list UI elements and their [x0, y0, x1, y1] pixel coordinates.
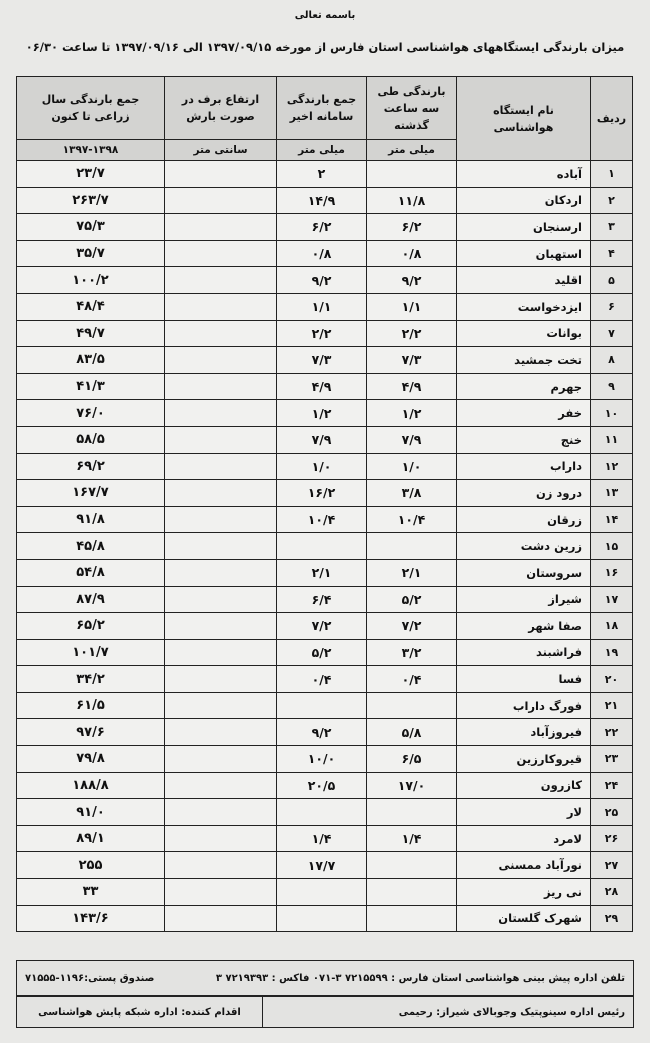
- col-station-name: نام ایستگاه هواشناسی: [457, 77, 591, 161]
- rain-3h-cell: ۵/۲: [367, 586, 457, 613]
- row-number-cell: ۱۸: [591, 613, 633, 640]
- recent-total-cell: ۱۰/۴: [277, 506, 367, 533]
- season-total-cell: ۶۹/۲: [17, 453, 165, 480]
- footer-signature-row: [16, 996, 634, 1028]
- row-number-cell: ۲۴: [591, 772, 633, 799]
- season-total-cell: ۱۴۳/۶: [17, 905, 165, 932]
- station-name-cell: شیراز: [457, 586, 591, 613]
- rain-3h-cell: ۶/۵: [367, 746, 457, 773]
- recent-total-cell: ۲/۲: [277, 320, 367, 347]
- recent-total-cell: ۱/۰: [277, 453, 367, 480]
- season-total-cell: ۴۹/۷: [17, 320, 165, 347]
- snow-height-cell: [165, 293, 277, 320]
- snow-height-cell: [165, 347, 277, 374]
- rain-3h-cell: ۱۱/۸: [367, 187, 457, 214]
- season-total-cell: ۴۵/۸: [17, 533, 165, 560]
- snow-height-cell: [165, 400, 277, 427]
- row-number-cell: ۹: [591, 373, 633, 400]
- phone-fax-text: تلفن اداره پیش بینی هواشناسی استان فارس : ۷۲۱۵۵۹۹ ۳-۰۷۱ فاکس : ۷۲۱۹۳۹۳ ۳: [215, 972, 625, 984]
- header-row: [17, 77, 633, 140]
- season-total-cell: ۲۶۳/۷: [17, 187, 165, 214]
- recent-total-cell: ۲۰/۵: [277, 772, 367, 799]
- po-box-text: صندوق پستی:۱۱۹۶-۷۱۵۵۵: [25, 972, 155, 984]
- station-name-cell: اقلید: [457, 267, 591, 294]
- station-name-cell: فورگ داراب: [457, 692, 591, 719]
- snow-height-cell: [165, 746, 277, 773]
- rain-3h-cell: [367, 692, 457, 719]
- row-number-cell: ۱: [591, 161, 633, 188]
- station-name-cell: خفر: [457, 400, 591, 427]
- recent-total-cell: ۷/۹: [277, 426, 367, 453]
- recent-total-cell: [277, 905, 367, 932]
- snow-height-cell: [165, 161, 277, 188]
- bismillah-heading: باسمه تعالی: [294, 10, 356, 21]
- recent-total-cell: ۷/۳: [277, 347, 367, 374]
- recent-total-cell: ۲/۱: [277, 559, 367, 586]
- rain-3h-cell: ۱/۱: [367, 293, 457, 320]
- row-number-cell: ۲۹: [591, 905, 633, 932]
- station-name-cell: جهرم: [457, 373, 591, 400]
- station-name-cell: نی ریز: [457, 879, 591, 906]
- prepared-by-text: اقدام کننده: اداره شبکه پایش هواشناسی: [17, 997, 263, 1027]
- snow-height-cell: [165, 559, 277, 586]
- recent-total-cell: ۹/۲: [277, 719, 367, 746]
- recent-total-cell: ۹/۲: [277, 267, 367, 294]
- station-name-cell: استهبان: [457, 240, 591, 267]
- row-number-cell: ۲۶: [591, 825, 633, 852]
- rain-3h-cell: [367, 879, 457, 906]
- snow-height-cell: [165, 240, 277, 267]
- table-row: [17, 240, 633, 267]
- rain-3h-cell: ۲/۱: [367, 559, 457, 586]
- recent-total-cell: ۱۷/۷: [277, 852, 367, 879]
- recent-total-cell: ۵/۲: [277, 639, 367, 666]
- rain-3h-cell: [367, 905, 457, 932]
- recent-total-cell: ۱۶/۲: [277, 480, 367, 507]
- snow-height-cell: [165, 373, 277, 400]
- row-number-cell: ۲۰: [591, 666, 633, 693]
- rain-3h-cell: ۵/۸: [367, 719, 457, 746]
- recent-total-cell: [277, 879, 367, 906]
- table-row: [17, 506, 633, 533]
- table-row: [17, 400, 633, 427]
- rain-3h-cell: ۳/۸: [367, 480, 457, 507]
- rain-3h-cell: ۲/۲: [367, 320, 457, 347]
- row-number-cell: ۲۲: [591, 719, 633, 746]
- snow-height-cell: [165, 506, 277, 533]
- rain-3h-cell: [367, 533, 457, 560]
- rain-3h-cell: ۶/۲: [367, 214, 457, 241]
- row-number-cell: ۲: [591, 187, 633, 214]
- table-row: [17, 347, 633, 374]
- recent-total-cell: ۰/۴: [277, 666, 367, 693]
- table-row: [17, 613, 633, 640]
- row-number-cell: ۱۵: [591, 533, 633, 560]
- season-total-cell: ۴۱/۳: [17, 373, 165, 400]
- footer-contact-row: [16, 960, 634, 996]
- season-total-cell: ۱۰۱/۷: [17, 639, 165, 666]
- station-name-cell: ارسنجان: [457, 214, 591, 241]
- snow-height-cell: [165, 852, 277, 879]
- station-name-cell: سروستان: [457, 559, 591, 586]
- snow-height-cell: [165, 799, 277, 826]
- rain-3h-cell: ۷/۲: [367, 613, 457, 640]
- season-total-cell: ۸۳/۵: [17, 347, 165, 374]
- recent-total-cell: [277, 692, 367, 719]
- unit-recent-total: میلی متر: [277, 140, 367, 161]
- snow-height-cell: [165, 586, 277, 613]
- table-row: [17, 533, 633, 560]
- rainfall-table: [16, 76, 633, 932]
- table-row: [17, 214, 633, 241]
- recent-total-cell: ۷/۲: [277, 613, 367, 640]
- station-name-cell: ایزدخواست: [457, 293, 591, 320]
- season-total-cell: ۷۶/۰: [17, 400, 165, 427]
- table-row: [17, 905, 633, 932]
- row-number-cell: ۶: [591, 293, 633, 320]
- station-name-cell: اردکان: [457, 187, 591, 214]
- snow-height-cell: [165, 480, 277, 507]
- snow-height-cell: [165, 453, 277, 480]
- season-total-cell: ۸۷/۹: [17, 586, 165, 613]
- station-name-cell: لامرد: [457, 825, 591, 852]
- recent-total-cell: ۱۴/۹: [277, 187, 367, 214]
- rain-3h-cell: ۱/۰: [367, 453, 457, 480]
- season-total-cell: ۱۰۰/۲: [17, 267, 165, 294]
- season-total-cell: ۴۸/۴: [17, 293, 165, 320]
- row-number-cell: ۵: [591, 267, 633, 294]
- rain-3h-cell: [367, 852, 457, 879]
- table-row: [17, 293, 633, 320]
- table-row: [17, 373, 633, 400]
- snow-height-cell: [165, 825, 277, 852]
- station-name-cell: لار: [457, 799, 591, 826]
- station-name-cell: فراشبند: [457, 639, 591, 666]
- table-row: [17, 799, 633, 826]
- col-season-total: جمع بارندگی سال زراعی تا کنون: [17, 77, 165, 140]
- snow-height-cell: [165, 639, 277, 666]
- snow-height-cell: [165, 666, 277, 693]
- station-name-cell: خنج: [457, 426, 591, 453]
- table-row: [17, 453, 633, 480]
- rain-3h-cell: ۱۰/۴: [367, 506, 457, 533]
- snow-height-cell: [165, 719, 277, 746]
- row-number-cell: ۷: [591, 320, 633, 347]
- row-number-cell: ۲۸: [591, 879, 633, 906]
- rain-3h-cell: [367, 161, 457, 188]
- rain-3h-cell: ۱/۲: [367, 400, 457, 427]
- rain-3h-cell: ۷/۳: [367, 347, 457, 374]
- station-name-cell: داراب: [457, 453, 591, 480]
- row-number-cell: ۲۱: [591, 692, 633, 719]
- row-number-cell: ۲۷: [591, 852, 633, 879]
- row-number-cell: ۲۳: [591, 746, 633, 773]
- station-name-cell: درود زن: [457, 480, 591, 507]
- recent-total-cell: ۴/۹: [277, 373, 367, 400]
- col-snow-height: ارتفاع برف در صورت بارش: [165, 77, 277, 140]
- snow-height-cell: [165, 772, 277, 799]
- station-name-cell: آباده: [457, 161, 591, 188]
- season-total-cell: ۹۷/۶: [17, 719, 165, 746]
- rain-3h-cell: ۷/۹: [367, 426, 457, 453]
- season-total-cell: ۳۳: [17, 879, 165, 906]
- recent-total-cell: ۱/۱: [277, 293, 367, 320]
- table-row: [17, 692, 633, 719]
- season-total-cell: ۱۶۷/۷: [17, 480, 165, 507]
- row-number-cell: ۱۴: [591, 506, 633, 533]
- row-number-cell: ۱۶: [591, 559, 633, 586]
- report-title: میزان بارندگی ایستگاههای هواشناسی استان فارس از مورخه ۱۳۹۷/۰۹/۱۵ الی ۱۳۹۷/۰۹/۱۶ تا ساعت ۰۶/۳۰: [25, 40, 625, 54]
- season-total-cell: ۱۸۸/۸: [17, 772, 165, 799]
- table-row: [17, 879, 633, 906]
- snow-height-cell: [165, 214, 277, 241]
- snow-height-cell: [165, 879, 277, 906]
- station-name-cell: تخت جمشید: [457, 347, 591, 374]
- season-total-cell: ۲۳/۷: [17, 161, 165, 188]
- season-total-cell: ۸۹/۱: [17, 825, 165, 852]
- table-row: [17, 586, 633, 613]
- row-number-cell: ۱۷: [591, 586, 633, 613]
- rain-3h-cell: ۴/۹: [367, 373, 457, 400]
- col-row-number: ردیف: [591, 77, 633, 161]
- row-number-cell: ۱۹: [591, 639, 633, 666]
- season-total-cell: ۲۵۵: [17, 852, 165, 879]
- station-name-cell: قیروکارزین: [457, 746, 591, 773]
- station-name-cell: زرین دشت: [457, 533, 591, 560]
- unit-season-total: ۱۳۹۷-۱۳۹۸: [17, 140, 165, 161]
- row-number-cell: ۱۰: [591, 400, 633, 427]
- row-number-cell: ۲۵: [591, 799, 633, 826]
- table-row: [17, 187, 633, 214]
- station-name-cell: فسا: [457, 666, 591, 693]
- season-total-cell: ۵۴/۸: [17, 559, 165, 586]
- snow-height-cell: [165, 426, 277, 453]
- unit-snow-height: سانتی متر: [165, 140, 277, 161]
- recent-total-cell: [277, 533, 367, 560]
- unit-rain-3h: میلی متر: [367, 140, 457, 161]
- table-row: [17, 639, 633, 666]
- table-row: [17, 320, 633, 347]
- row-number-cell: ۱۳: [591, 480, 633, 507]
- snow-height-cell: [165, 187, 277, 214]
- snow-height-cell: [165, 905, 277, 932]
- table-row: [17, 852, 633, 879]
- station-name-cell: فیروزآباد: [457, 719, 591, 746]
- season-total-cell: ۷۵/۳: [17, 214, 165, 241]
- station-name-cell: صفا شهر: [457, 613, 591, 640]
- head-of-office-text: رئیس اداره سینوپتیک وجوبالای شیراز: رحیمی: [398, 1006, 625, 1018]
- rain-3h-cell: ۱۷/۰: [367, 772, 457, 799]
- snow-height-cell: [165, 267, 277, 294]
- season-total-cell: ۳۴/۲: [17, 666, 165, 693]
- row-number-cell: ۳: [591, 214, 633, 241]
- row-number-cell: ۱۲: [591, 453, 633, 480]
- recent-total-cell: ۱/۲: [277, 400, 367, 427]
- station-name-cell: زرقان: [457, 506, 591, 533]
- recent-total-cell: [277, 799, 367, 826]
- table-row: [17, 772, 633, 799]
- recent-total-cell: ۲: [277, 161, 367, 188]
- season-total-cell: ۵۸/۵: [17, 426, 165, 453]
- table-row: [17, 666, 633, 693]
- station-name-cell: کازرون: [457, 772, 591, 799]
- col-rain-3h: بارندگی طی سه ساعت گذشته: [367, 77, 457, 140]
- season-total-cell: ۹۱/۸: [17, 506, 165, 533]
- snow-height-cell: [165, 613, 277, 640]
- table-row: [17, 719, 633, 746]
- table-row: [17, 267, 633, 294]
- row-number-cell: ۸: [591, 347, 633, 374]
- recent-total-cell: ۱/۴: [277, 825, 367, 852]
- recent-total-cell: ۶/۲: [277, 214, 367, 241]
- rain-3h-cell: ۰/۸: [367, 240, 457, 267]
- col-recent-total: جمع بارندگی سامانه اخیر: [277, 77, 367, 140]
- rain-3h-cell: ۳/۲: [367, 639, 457, 666]
- snow-height-cell: [165, 533, 277, 560]
- station-name-cell: شهرک گلستان: [457, 905, 591, 932]
- season-total-cell: ۹۱/۰: [17, 799, 165, 826]
- season-total-cell: ۶۵/۲: [17, 613, 165, 640]
- table-row: [17, 480, 633, 507]
- table-row: [17, 426, 633, 453]
- table-row: [17, 559, 633, 586]
- snow-height-cell: [165, 320, 277, 347]
- rain-3h-cell: ۹/۲: [367, 267, 457, 294]
- season-total-cell: ۶۱/۵: [17, 692, 165, 719]
- recent-total-cell: ۶/۴: [277, 586, 367, 613]
- station-name-cell: نورآباد ممسنی: [457, 852, 591, 879]
- recent-total-cell: ۰/۸: [277, 240, 367, 267]
- snow-height-cell: [165, 692, 277, 719]
- table-row: [17, 825, 633, 852]
- footer: [16, 960, 632, 1030]
- rain-3h-cell: ۰/۴: [367, 666, 457, 693]
- station-name-cell: بوانات: [457, 320, 591, 347]
- season-total-cell: ۷۹/۸: [17, 746, 165, 773]
- row-number-cell: ۴: [591, 240, 633, 267]
- table-row: [17, 161, 633, 188]
- rain-3h-cell: ۱/۴: [367, 825, 457, 852]
- rain-3h-cell: [367, 799, 457, 826]
- season-total-cell: ۳۵/۷: [17, 240, 165, 267]
- row-number-cell: ۱۱: [591, 426, 633, 453]
- recent-total-cell: ۱۰/۰: [277, 746, 367, 773]
- table-row: [17, 746, 633, 773]
